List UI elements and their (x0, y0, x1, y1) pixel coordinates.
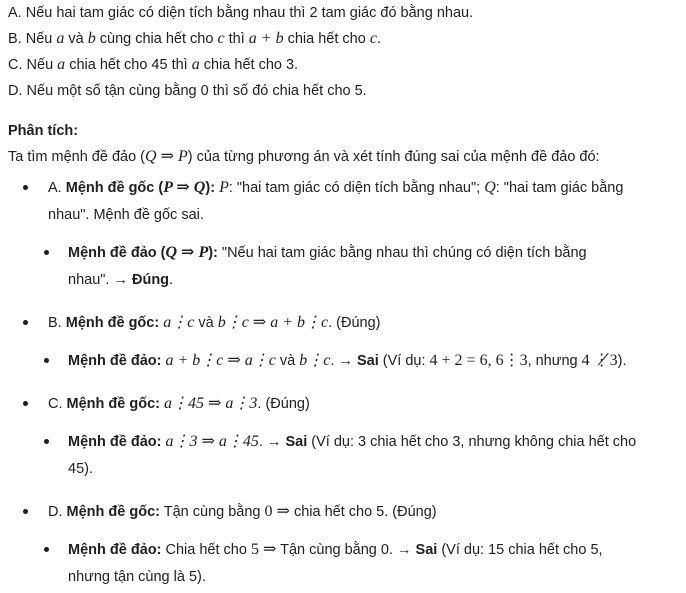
item-text: (Ví dụ: (378, 353, 430, 369)
item-text: ). (617, 353, 627, 369)
math: c (369, 30, 377, 47)
math: a⋮c (163, 314, 195, 331)
item-text: . (Đúng) (257, 396, 310, 412)
item-text: . → (330, 353, 357, 369)
label: Mệnh đề đảo ( (68, 245, 166, 261)
label: Mệnh đề đảo: (68, 353, 162, 369)
verdict: Đúng (132, 272, 170, 288)
verdict: Sai (415, 542, 438, 558)
option-b-text: chia hết cho (283, 31, 370, 47)
item-text: . → (258, 434, 286, 450)
label: Mệnh đề đảo: (68, 434, 162, 450)
item-text: . (169, 272, 174, 288)
spacer (8, 483, 678, 496)
math: 0 ⇒ (264, 503, 290, 520)
list-item (8, 174, 678, 294)
item-text: (Ví dụ: 3 chia hết cho 3, nhưng không chia hết cho (307, 434, 637, 450)
item-text: (Ví dụ: 15 chia hết cho 5, (437, 542, 603, 558)
label: ): (205, 180, 216, 196)
label: ): (208, 245, 218, 261)
label: Mệnh đề đảo: (68, 542, 162, 558)
item-text: Tận cùng bằng 0. → (276, 542, 416, 558)
analysis-heading: Phân tích: (8, 123, 79, 139)
option-c-text: C. Nếu (8, 57, 58, 73)
math: a⋮3 ⇒ a⋮45 (165, 433, 259, 450)
math: b⋮c (299, 352, 331, 369)
analysis-list (8, 174, 678, 591)
item-text: . (Đúng) (328, 315, 381, 331)
bullet-icon (44, 250, 49, 255)
math: c (217, 30, 225, 47)
verdict: Sai (285, 434, 308, 450)
math: P ⇒ Q (163, 179, 206, 196)
list-item (8, 498, 678, 591)
item-prefix: B. (48, 315, 66, 331)
bullet-icon (23, 320, 28, 325)
spacer (8, 375, 678, 388)
option-d-text: D. Nếu một số tận cùng bằng 0 thì số đó chia hết cho 5. (8, 83, 367, 99)
bullet-icon (23, 185, 28, 190)
item-text: nhau". → (68, 272, 132, 288)
spacer (8, 294, 678, 307)
option-c-text: chia hết cho 45 thì (65, 57, 192, 73)
bullet-icon (23, 509, 28, 514)
item-text: nhưng tận cùng là 5). (68, 569, 206, 585)
math: b⋮c ⇒ a + b⋮c (217, 314, 329, 331)
item-text: và (194, 315, 218, 331)
math: a (191, 56, 200, 73)
option-a-text: A. Nếu hai tam giác có diện tích bằng nhau thì 2 tam giác đó bằng nhau. (8, 5, 474, 21)
item-text: Tận cùng bằng (159, 504, 265, 520)
list-item (8, 536, 678, 591)
bullet-icon (44, 358, 49, 363)
intro-text: Ta tìm mệnh đề đảo ( (8, 149, 146, 165)
math: 5 ⇒ (250, 541, 277, 558)
math: a⋮45 ⇒ a⋮3 (164, 395, 258, 412)
item-text: : "hai tam giác bằng (495, 180, 624, 196)
item-text: chia hết cho 5. (Đúng) (289, 504, 437, 520)
label: Mệnh đề gốc: (66, 396, 160, 412)
math: a (57, 56, 66, 73)
option-b-text: và (64, 31, 88, 47)
option-b-text: . (376, 31, 381, 47)
math: Q (484, 179, 496, 196)
option-b (8, 26, 678, 52)
option-c-text: chia hết cho 3. (199, 57, 299, 73)
item-prefix: C. (48, 396, 67, 412)
list-item (8, 428, 678, 483)
item-text: "Nếu hai tam giác bằng nhau thì chúng có diện tích bằng (217, 245, 587, 261)
label: Mệnh đề gốc: (66, 504, 160, 520)
math: P (219, 179, 229, 196)
math: Q ⇒ P (165, 244, 209, 261)
item-prefix: A. (48, 180, 66, 196)
item-text: 45). (68, 461, 93, 477)
math: Q ⇒ P (145, 148, 188, 165)
option-d (8, 78, 678, 104)
item-text: , nhưng (527, 353, 582, 369)
bullet-icon (23, 401, 28, 406)
item-text: và (275, 353, 300, 369)
item-text: nhau". Mệnh đề gốc sai. (48, 207, 204, 223)
list-item (8, 239, 678, 294)
option-b-text: B. Nếu (8, 31, 57, 47)
option-a (8, 0, 678, 26)
list-item (8, 309, 678, 375)
item-text: Chia hết cho (161, 542, 251, 558)
verdict: Sai (356, 353, 379, 369)
option-b-text: thì (224, 31, 249, 47)
list-item (8, 390, 678, 483)
label: Mệnh đề gốc: (65, 315, 160, 331)
label: Mệnh đề gốc ( (65, 180, 164, 196)
bullet-icon (44, 439, 49, 444)
option-c (8, 52, 678, 78)
option-b-text: cùng chia hết cho (95, 31, 218, 47)
math: a (56, 30, 65, 47)
item-text: : "hai tam giác có diện tích bằng nhau"; (228, 180, 485, 196)
analysis-intro (8, 142, 678, 172)
intro-text: ) của từng phương án và xét tính đúng sai của mệnh đề đảo đó: (187, 149, 600, 165)
list-item (8, 347, 678, 375)
bullet-icon (44, 547, 49, 552)
math: a + b⋮c ⇒ a⋮c (165, 352, 276, 369)
math: 4 ⋮̸3 (581, 352, 618, 369)
math: b (87, 30, 96, 47)
item-prefix: D. (48, 504, 67, 520)
math: 4 + 2 = 6, 6⋮3 (429, 352, 528, 369)
math: a + b (248, 30, 284, 47)
